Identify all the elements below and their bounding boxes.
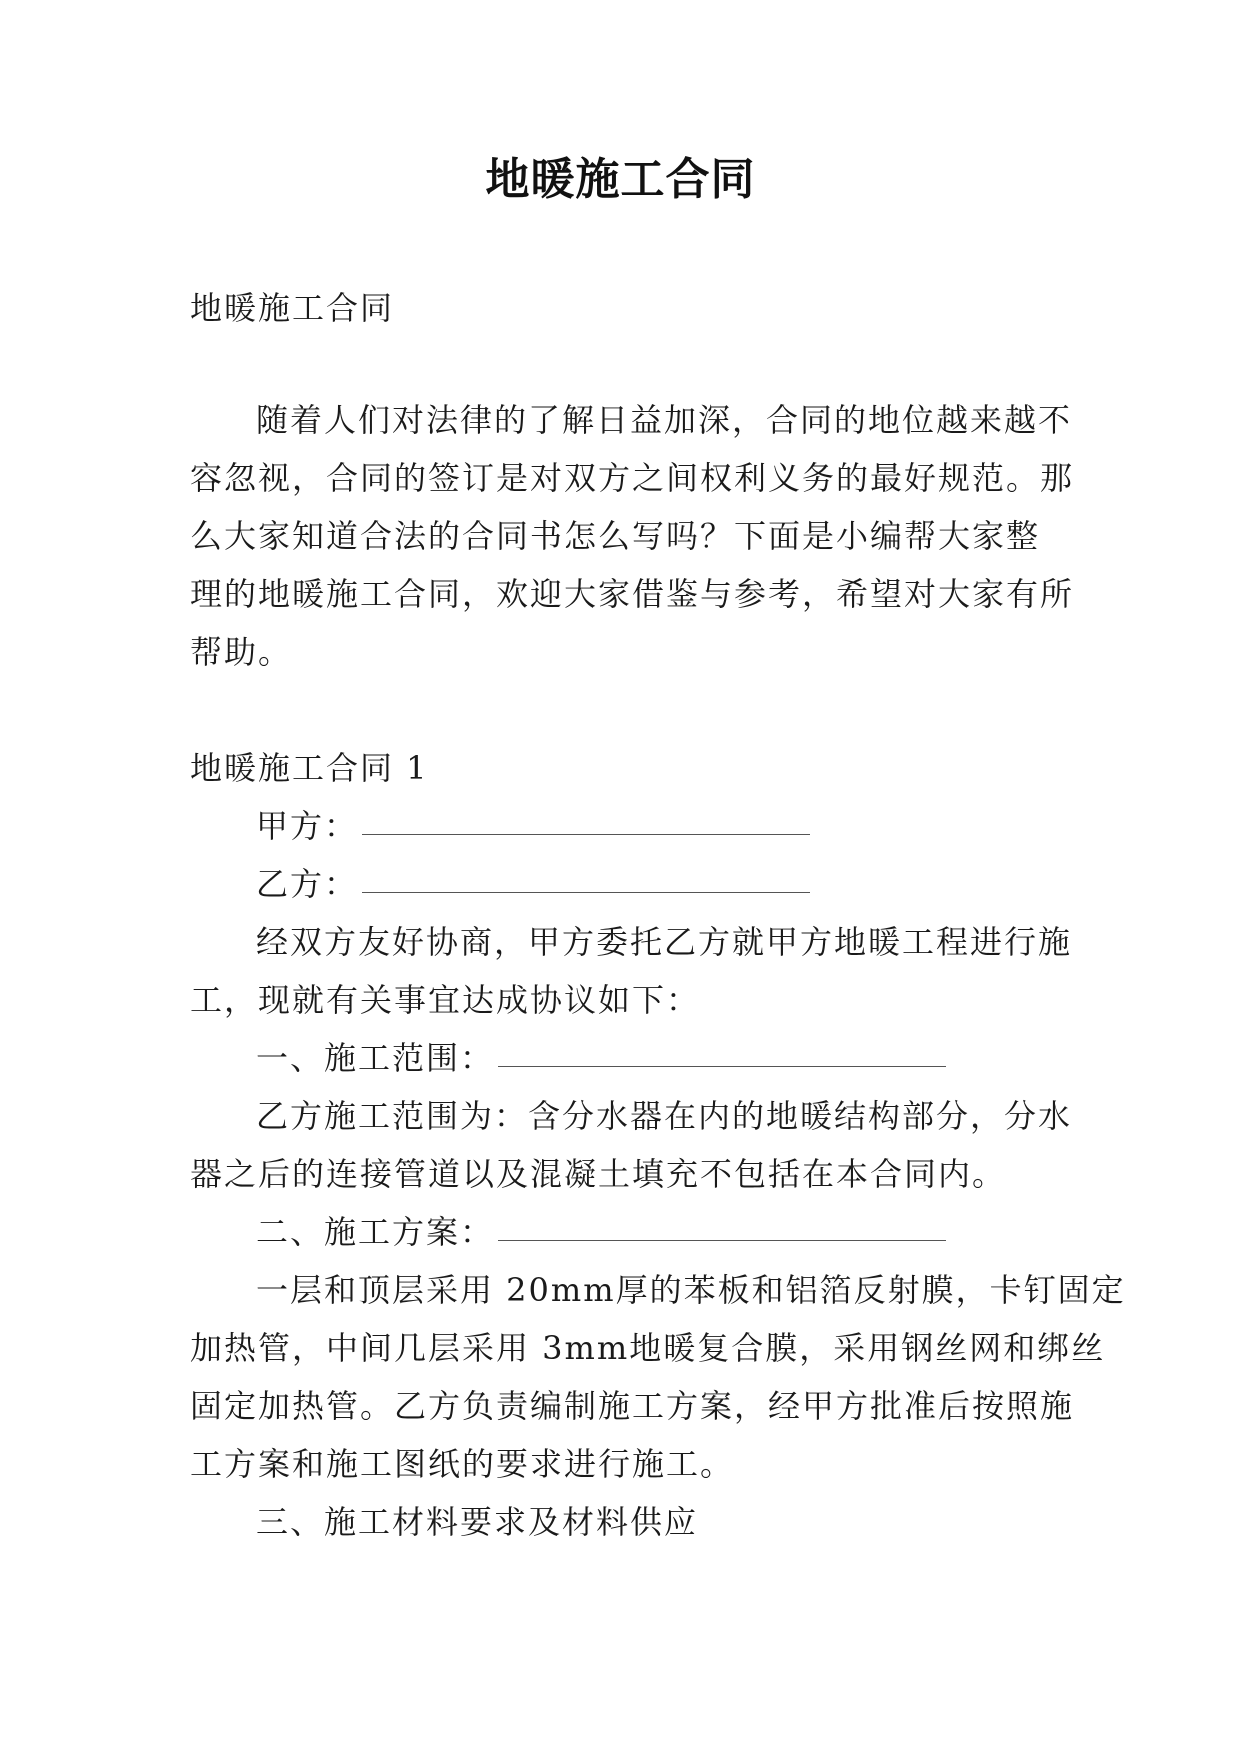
scope-line-1: 乙方施工范围为：含分水器在内的地暖结构部分，分水	[256, 1097, 1073, 1135]
agreement-line-1: 经双方友好协商，甲方委托乙方就甲方地暖工程进行施	[256, 923, 1073, 961]
section-heading: 地暖施工合同 1	[190, 749, 429, 787]
plan-line-3: 固定加热管。乙方负责编制施工方案，经甲方批准后按照施	[190, 1387, 1075, 1425]
clause1-row	[256, 1038, 1056, 1078]
plan-line-1: 一层和顶层采用 20mm厚的苯板和铝箔反射膜，卡钉固定	[256, 1271, 1126, 1309]
clause1-label: 一、施工范围：	[256, 1039, 495, 1077]
document-subtitle: 地暖施工合同	[190, 289, 395, 327]
clause2-row	[256, 1212, 1056, 1252]
document-title: 地暖施工合同	[485, 154, 756, 205]
intro-line-1: 随着人们对法律的了解日益加深，合同的地位越来越不	[256, 401, 1073, 439]
party-a-label: 甲方：	[256, 807, 359, 845]
agreement-line-2: 工，现就有关事宜达成协议如下：	[190, 981, 701, 1019]
party-b-label: 乙方：	[256, 865, 359, 903]
intro-line-5: 帮助。	[190, 633, 293, 671]
clause2-blank	[498, 1239, 946, 1241]
intro-line-2: 容忽视，合同的签订是对双方之间权利义务的最好规范。那	[190, 459, 1075, 497]
clause1-blank	[498, 1065, 946, 1067]
party-b-row	[256, 864, 1056, 904]
intro-line-4: 理的地暖施工合同，欢迎大家借鉴与参考，希望对大家有所	[190, 575, 1075, 613]
clause3-heading: 三、施工材料要求及材料供应	[256, 1503, 699, 1541]
scope-line-2: 器之后的连接管道以及混凝土填充不包括在本合同内。	[190, 1155, 1007, 1193]
plan-line-4: 工方案和施工图纸的要求进行施工。	[190, 1445, 735, 1483]
party-a-row	[256, 806, 1056, 846]
clause2-label: 二、施工方案：	[256, 1213, 495, 1251]
plan-line-2: 加热管，中间几层采用 3mm地暖复合膜，采用钢丝网和绑丝	[190, 1329, 1106, 1367]
party-a-blank	[362, 833, 810, 835]
intro-line-3: 么大家知道合法的合同书怎么写吗？下面是小编帮大家整	[190, 517, 1041, 555]
party-b-blank	[362, 891, 810, 893]
